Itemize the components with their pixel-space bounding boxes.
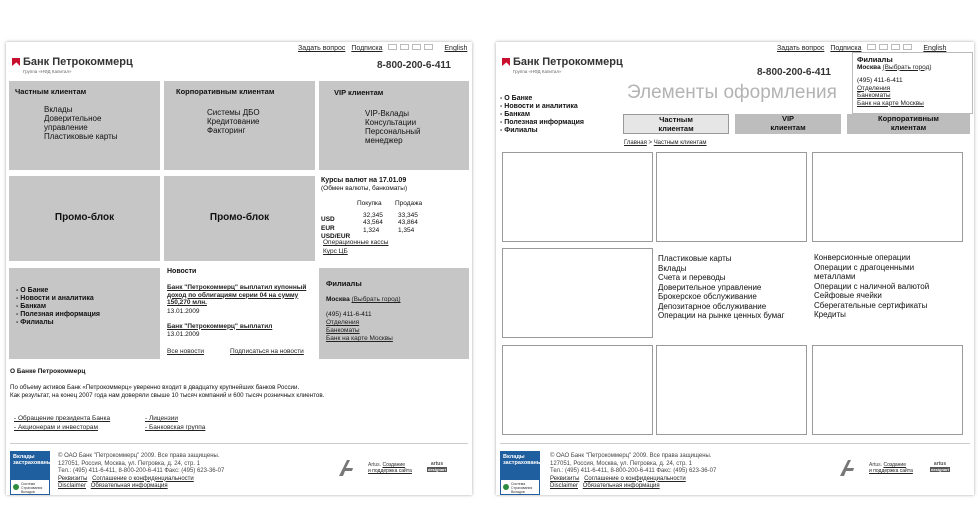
insurance-logo-icon	[503, 484, 509, 490]
footer-divider	[500, 443, 970, 444]
branches-phone: (495) 411-6-411	[326, 311, 372, 318]
vip-clients-block	[319, 81, 469, 170]
menu-item[interactable]: менеджер	[365, 136, 403, 145]
disclaimer-link[interactable]: Disclaimer	[550, 483, 579, 489]
subscribe-link[interactable]: Подписка	[351, 45, 383, 52]
service-item[interactable]: Операции на рынке ценных бумаг	[658, 311, 785, 320]
shareholders-link[interactable]: - Акционерам и инвесторам	[14, 424, 98, 431]
tab-label: Корпоративным клиентам	[878, 114, 939, 132]
content-box	[812, 345, 963, 435]
logo-name: Банк Петрокоммерц	[23, 56, 133, 68]
footer-info	[550, 453, 716, 491]
service-item[interactable]: Конверсионные операции	[814, 253, 911, 262]
copyright: © ОАО Банк "Петрокоммерц" 2009. Все права защищены.	[58, 453, 220, 459]
branches-city-row	[857, 64, 968, 72]
ask-question-link[interactable]: Задать вопрос	[298, 45, 346, 52]
artus-logo-sub: designart	[931, 467, 950, 472]
news-title: Новости	[167, 268, 197, 275]
breadcrumb-home[interactable]: Главная	[624, 140, 647, 146]
corporate-clients-title[interactable]: Корпоративным клиентам	[176, 87, 275, 96]
nav-item-info[interactable]: - Полезная информация	[500, 119, 584, 126]
news-section	[167, 268, 315, 355]
logo-mark-icon	[502, 58, 510, 66]
top-icons	[388, 45, 438, 52]
menu-item[interactable]: Пластиковые карты	[44, 132, 118, 141]
main-nav	[500, 95, 584, 135]
president-address-link[interactable]: - Обращение президента Банка	[14, 415, 111, 422]
service-item[interactable]: Сберегательные сертификаты	[814, 300, 928, 310]
nav-item-info[interactable]: - Полезная информация	[16, 311, 100, 318]
artus-credit	[368, 462, 412, 474]
badge-top-text: Вклады застрахованы	[503, 454, 542, 466]
branches-popup	[852, 52, 973, 114]
tab-corporate-clients[interactable]	[847, 114, 970, 134]
phones: Тел.: (495) 411-6-411, 8-800-200-6-411 Факс: (495) 623-36-07	[58, 468, 225, 474]
rate-sell: 43,864	[398, 219, 418, 226]
services-list-right	[814, 253, 929, 320]
nav-item-banks[interactable]: - Банкам	[16, 303, 47, 310]
branches-title: Филиалы	[326, 279, 362, 288]
logo-sub: Группа «НФД Капитал»	[513, 69, 562, 74]
artus-prefix: Artus.	[368, 462, 382, 468]
vip-clients-title[interactable]: VIP клиентам	[334, 88, 384, 97]
nav-item-news[interactable]: - Новости и аналитика	[500, 103, 578, 110]
deposit-insurance-badge[interactable]	[10, 451, 50, 495]
service-item[interactable]: Кредиты	[814, 310, 846, 319]
service-item[interactable]: Операции с драгоценными	[814, 262, 915, 272]
news-item-date: 13.01.2009	[167, 330, 200, 338]
private-clients-title[interactable]: Частным клиентам	[15, 87, 87, 96]
hotline-phone: 8-800-200-6-411	[377, 60, 451, 71]
requisites-link[interactable]: Реквизиты	[58, 475, 88, 482]
mail-icon[interactable]	[867, 44, 876, 50]
content-box	[502, 345, 653, 435]
rates-sell-header: Продажа	[395, 200, 423, 207]
currency-name: USD/EUR	[321, 233, 351, 240]
services-list-left	[658, 254, 785, 321]
promo-label: Промо-блок	[209, 212, 270, 223]
top-links	[777, 44, 946, 52]
promo-block-2[interactable]	[164, 176, 315, 261]
requisites-link[interactable]: Реквизиты	[550, 475, 580, 482]
bank-logo[interactable]	[502, 57, 623, 74]
print-icon[interactable]	[903, 44, 912, 50]
bank-logo[interactable]	[12, 57, 133, 74]
disclaimer-link[interactable]: Disclaimer	[58, 483, 87, 489]
corporate-clients-block	[164, 81, 315, 170]
english-link[interactable]: English	[923, 45, 947, 52]
offices-link[interactable]: Отделения	[326, 319, 360, 326]
menu-item[interactable]: Кредитование	[207, 117, 260, 126]
subscribe-link[interactable]: Подписка	[830, 45, 862, 52]
branches-city: Москва	[326, 296, 350, 303]
artus-logo[interactable]	[930, 462, 950, 472]
artus-support-link[interactable]: и поддержка сайта	[368, 468, 412, 474]
map-link[interactable]: Банк на карте Москвы	[857, 99, 924, 107]
mandatory-info-link[interactable]: Обязательная информация	[582, 483, 660, 489]
badge-bottom	[500, 479, 540, 495]
artus-credit	[869, 462, 913, 474]
mail-icon[interactable]	[388, 44, 397, 50]
ask-question-link[interactable]: Задать вопрос	[777, 45, 825, 52]
currency-name: USD	[321, 216, 335, 223]
service-item[interactable]: Сейфовые ячейки	[814, 291, 882, 300]
tab-label: VIP клиентам	[770, 114, 806, 132]
rates-title: Курсы валют на 17.01.09	[321, 177, 407, 184]
service-item[interactable]: Брокерское обслуживание	[658, 292, 757, 301]
nav-item-about[interactable]: - О Банке	[500, 95, 533, 102]
content-box	[502, 248, 653, 338]
artus-a-logo-icon	[838, 459, 858, 477]
breadcrumb	[624, 140, 707, 146]
menu-item[interactable]: Вклады	[44, 105, 73, 114]
search-icon[interactable]	[412, 44, 421, 50]
cash-desks-link[interactable]: Операционные кассы	[323, 239, 389, 246]
nav-item-news[interactable]: - Новости и аналитика	[16, 295, 94, 302]
subscribe-news-link[interactable]: Подписаться на новости	[230, 348, 304, 355]
menu-item[interactable]: Системы ДБО	[207, 108, 260, 117]
news-item-title[interactable]: Банк "Петрокоммерц" выплатил купонный доход по облигациям серии 04 на сумму 150,270 млн.	[167, 284, 307, 306]
nav-item-branches[interactable]: - Филиалы	[16, 319, 54, 326]
artus-logo-text: artus	[430, 461, 444, 467]
service-item[interactable]: Доверительное управление	[658, 282, 762, 292]
top-links	[298, 44, 467, 52]
map-link[interactable]: Банк на карте Москвы	[326, 335, 393, 342]
offices-link[interactable]: Отделения	[857, 84, 891, 92]
rates-subtitle[interactable]: (Обмен валюты, банкоматы)	[321, 185, 408, 192]
badge-bottom-text: Система Страхования Вкладов	[21, 482, 43, 494]
menu-item[interactable]: Консультации	[365, 118, 417, 127]
sitemap-icon[interactable]	[400, 44, 409, 50]
rate-sell: 33,345	[398, 212, 418, 219]
artus-logo-sub: designart	[428, 467, 447, 472]
content-box	[656, 152, 807, 242]
menu-item[interactable]: Доверительное	[44, 114, 102, 123]
english-link[interactable]: English	[444, 45, 468, 52]
badge-bottom-text: Система Страхования Вкладов	[511, 482, 533, 494]
rate-buy: 32,345	[363, 212, 383, 219]
breadcrumb-current[interactable]: Частным клиентам	[653, 140, 707, 146]
artus-prefix: Artus.	[869, 462, 883, 468]
mandatory-info-link[interactable]: Обязательная информация	[90, 483, 168, 489]
corporate-clients-list	[207, 108, 260, 135]
service-item[interactable]: Счета и переводы	[658, 273, 726, 282]
privacy-link[interactable]: Соглашение о конфиденциальности	[92, 475, 194, 482]
rate-buy: 1,324	[363, 227, 380, 234]
exchange-rates	[321, 177, 469, 255]
menu-item[interactable]: управление	[44, 123, 88, 132]
tab-vip-clients[interactable]	[735, 114, 841, 134]
content-box	[656, 345, 807, 435]
choose-city-link[interactable]: (Выбрать город)	[882, 63, 932, 71]
all-news-link[interactable]: Все новости	[167, 348, 205, 355]
promo-block-1[interactable]	[9, 176, 160, 261]
logo-mark-icon	[12, 58, 20, 66]
cb-rate-link[interactable]: Курс ЦБ	[323, 248, 348, 255]
service-item[interactable]: металлами	[814, 272, 856, 281]
nav-item-branches[interactable]: - Филиалы	[500, 127, 538, 134]
logo-name: Банк Петрокоммерц	[513, 56, 623, 68]
menu-item[interactable]: Персональный	[365, 127, 421, 136]
deposit-insurance-badge[interactable]	[500, 451, 540, 495]
sitemap-icon[interactable]	[879, 44, 888, 50]
footer-divider	[10, 443, 468, 444]
privacy-link[interactable]: Соглашение о конфиденциальности	[584, 475, 686, 482]
news-item-date: 13.01.2009	[167, 307, 200, 315]
nav-item-about[interactable]: - О Банке	[16, 287, 49, 294]
branches-phone: (495) 411-6-411	[857, 77, 903, 84]
top-icons	[867, 45, 917, 52]
artus-support-link[interactable]: и поддержка сайта	[869, 468, 913, 474]
news-item-title[interactable]: Банк "Петрокоммерц" выплатил	[167, 322, 273, 330]
insurance-logo-icon	[13, 484, 19, 490]
branches-block	[319, 268, 469, 359]
tab-label: Частным клиентам	[658, 115, 694, 133]
nav-item-banks[interactable]: - Банкам	[500, 111, 531, 118]
licenses-link[interactable]: - Лицензии	[145, 415, 178, 422]
rates-buy-header: Покупка	[357, 200, 382, 207]
print-icon[interactable]	[424, 44, 433, 50]
atms-link[interactable]: Банкоматы	[326, 327, 360, 334]
address: 127051, Россия, Москва, ул. Петровка, д. 24, стр. 1	[58, 460, 200, 467]
logo-sub: Группа «НФД Капитал»	[23, 69, 72, 74]
choose-city-link[interactable]: (Выбрать город)	[351, 296, 401, 303]
main-nav	[16, 287, 100, 327]
tab-private-clients[interactable]	[623, 114, 729, 134]
artus-logo-text: artus	[933, 461, 947, 467]
page-title: Элементы оформления	[627, 82, 837, 103]
branches-title: Филиалы	[857, 55, 893, 64]
artus-link[interactable]: Создание	[382, 462, 406, 468]
artus-link[interactable]: Создание	[883, 462, 907, 468]
service-item[interactable]: Вклады	[658, 263, 687, 273]
rate-buy: 43,564	[363, 219, 383, 226]
footer-info	[58, 453, 224, 491]
service-item[interactable]: Операции с наличной валютой	[814, 281, 930, 291]
left-page-mockup	[6, 42, 472, 495]
right-page-mockup	[496, 42, 974, 495]
branches-city: Москва	[857, 63, 881, 71]
currency-name: EUR	[321, 225, 335, 232]
copyright: © ОАО Банк "Петрокоммерц" 2009. Все права защищены.	[550, 453, 712, 459]
promo-label: Промо-блок	[54, 212, 115, 223]
artus-a-logo-icon	[337, 459, 357, 477]
menu-item[interactable]: VIP-Вклады	[365, 109, 410, 118]
menu-item[interactable]: Факторинг	[207, 126, 246, 135]
service-item[interactable]: Депозитарное обслуживание	[658, 301, 767, 311]
atms-link[interactable]: Банкоматы	[857, 92, 891, 99]
badge-top-text: Вклады застрахованы	[13, 454, 52, 466]
artus-logo[interactable]	[427, 462, 447, 472]
vip-clients-list	[365, 109, 421, 145]
badge-bottom	[10, 479, 50, 495]
private-clients-list	[44, 105, 118, 141]
content-box	[812, 152, 963, 242]
private-clients-block	[9, 81, 160, 170]
bank-group-link[interactable]: - Банковская группа	[145, 424, 206, 431]
breadcrumb-separator: >	[646, 140, 654, 146]
hotline-phone: 8-800-200-6-411	[757, 67, 831, 78]
service-item[interactable]: Пластиковые карты	[658, 254, 732, 263]
about-title: О Банке Петрокоммерц	[10, 368, 86, 375]
main-nav-block	[9, 268, 160, 359]
about-text-2: Как результат, на конец 2007 года нам доверяли свыше 10 тысяч компаний и 600 тысяч розничных клиентов.	[10, 392, 325, 399]
search-icon[interactable]	[891, 44, 900, 50]
content-box	[502, 152, 653, 242]
phones: Тел.: (495) 411-6-411, 8-800-200-6-411 Факс: (495) 623-36-07	[550, 468, 717, 474]
rate-sell: 1,354	[398, 227, 415, 234]
address: 127051, Россия, Москва, ул. Петровка, д. 24, стр. 1	[550, 460, 692, 467]
branches-city-row	[326, 296, 401, 303]
about-text-1: По объему активов Банк «Петрокоммерц» уверенно входит в двадцатку крупнейших банков России.	[10, 384, 300, 391]
